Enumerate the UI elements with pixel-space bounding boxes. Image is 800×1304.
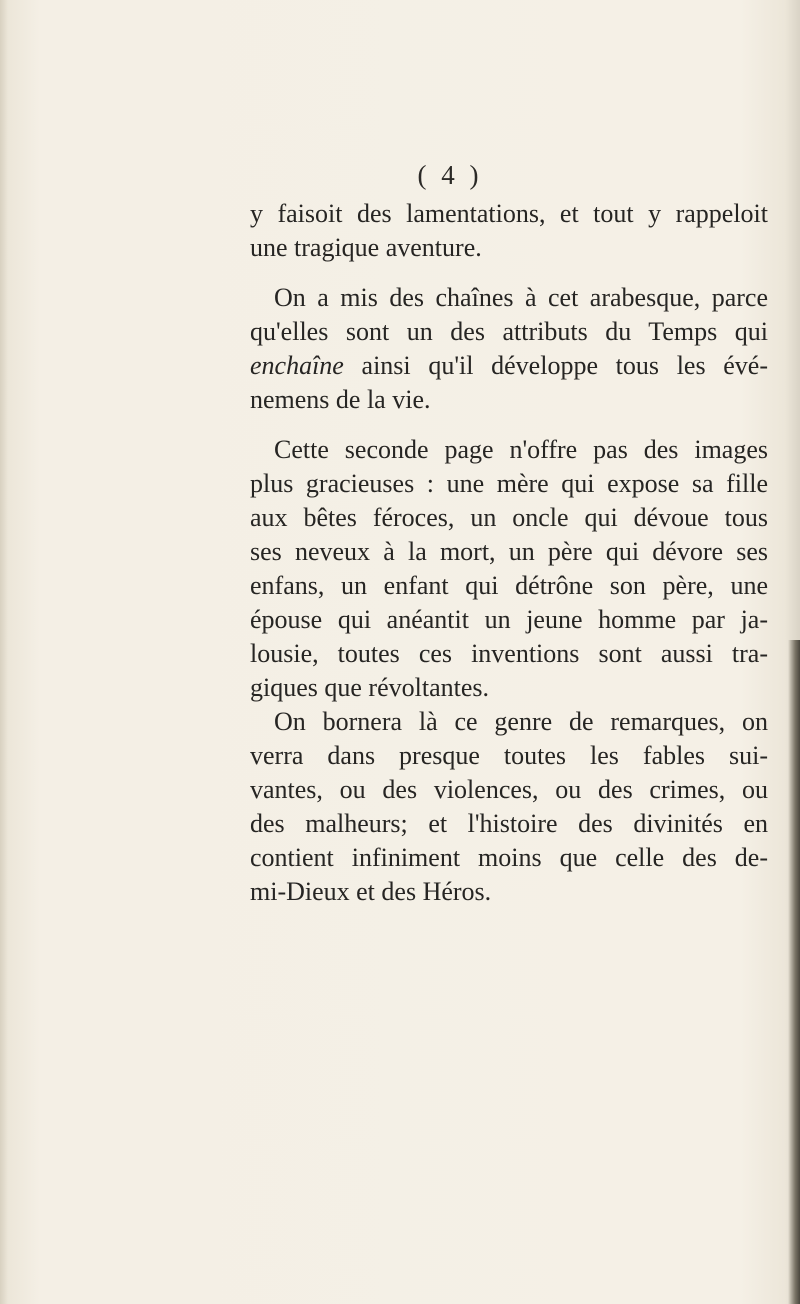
text-line: une tragique aventure. — [250, 233, 482, 262]
text-line: lousie, toutes ces inventions sont aussi tra- — [250, 639, 768, 668]
text-line: giques que révoltantes. — [250, 673, 489, 702]
text-line: verra dans presque toutes les fables sui- — [250, 741, 768, 770]
page-edge-left — [0, 0, 8, 1304]
text-line: enfans, un enfant qui détrône son père, une — [250, 571, 768, 600]
paragraph-1 — [250, 197, 768, 265]
text-line: mi-Dieux et des Héros. — [250, 877, 492, 906]
text-line: qu'elles sont un des attributs du Temps qui — [250, 317, 768, 346]
text-line: Cette seconde page n'offre pas des images — [274, 435, 768, 464]
page-edge-right — [788, 640, 800, 1304]
text-line — [250, 349, 768, 383]
text-line: plus gracieuses : une mère qui expose sa fille — [250, 469, 768, 498]
page-number: ( 4 ) — [417, 160, 483, 190]
body-text — [250, 197, 768, 909]
paragraph-3 — [250, 433, 768, 705]
text-line-rest: ainsi qu'il développe tous les évé- — [361, 351, 768, 380]
text-line: y faisoit des lamentations, et tout y rappeloit — [250, 199, 768, 228]
paragraph-2 — [250, 281, 768, 417]
text-line: des malheurs; et l'histoire des divinités en — [250, 809, 768, 838]
italic-word: enchaîne — [250, 351, 344, 380]
text-line: vantes, ou des violences, ou des crimes, ou — [250, 775, 768, 804]
paragraph-4 — [250, 705, 768, 909]
text-line: ses neveux à la mort, un père qui dévore ses — [250, 537, 768, 566]
text-line: On bornera là ce genre de remarques, on — [274, 707, 768, 736]
text-line: contient infiniment moins que celle des de- — [250, 843, 768, 872]
text-line: nemens de la vie. — [250, 385, 431, 414]
text-line: On a mis des chaînes à cet arabesque, parce — [274, 283, 768, 312]
text-line: épouse qui anéantit un jeune homme par ja- — [250, 605, 768, 634]
text-line: aux bêtes féroces, un oncle qui dévoue tous — [250, 503, 768, 532]
